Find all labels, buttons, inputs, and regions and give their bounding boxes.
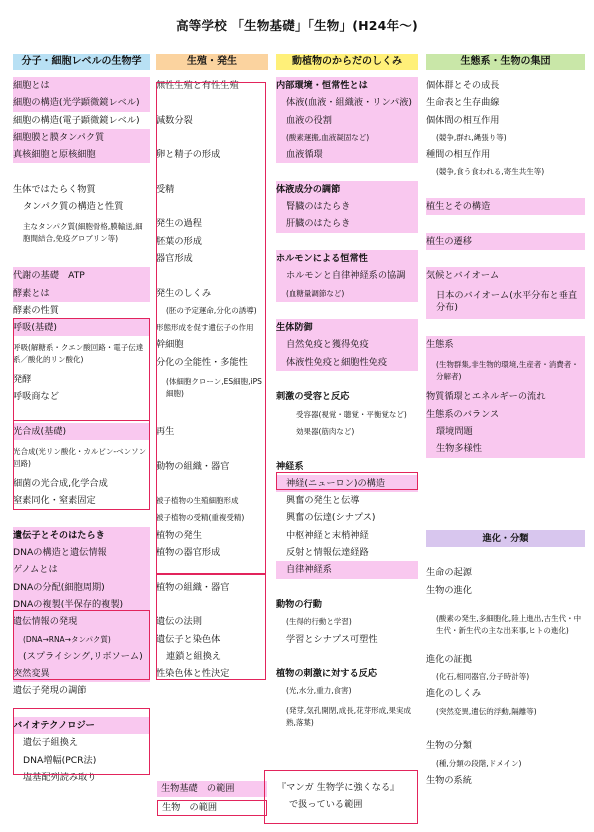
topic-item: 興奮の伝達(シナプス) [286,512,376,524]
topic-item: 個体間の相互作用 [426,114,500,126]
topic-item: 自然免疫と獲得免疫 [276,336,418,353]
legend-advanced-label: 生物 の範囲 [162,802,218,813]
topic-item: (生得的行動と学習) [286,617,352,627]
topic-item: 生体防御 [276,319,418,336]
topic-item: 再生 [156,425,175,437]
topic-item: 植物の発生 [156,529,202,541]
topic-item: 体液成分の調節 [276,181,418,198]
topic-item [13,250,150,267]
legend-basic-label: 生物基礎 の範囲 [161,783,235,794]
topic-item [276,163,418,180]
topic-item: ホルモンによる恒常性 [276,250,418,267]
topic-item: 細胞とは [13,77,150,94]
topic-item: (競争,食う食われる,寄生共生等) [436,167,545,177]
topic-item: 植物の器官形成 [156,547,221,559]
topic-item: (光,水分,重力,食害) [286,686,352,696]
section-header-evolution: 進化・分類 [426,530,585,547]
topic-item: 突然変異 [13,665,150,682]
topic-item: 光合成(基礎) [13,423,150,440]
range-box-biology-biotech [13,708,150,775]
topic-item: 主なタンパク質(細胞骨格,膜輸送,細胞間結合,免疫グロブリン等) [23,221,143,243]
topic-item [13,509,150,526]
topic-item: 植生の遷移 [426,233,585,250]
range-box-biology-photosynthesis [13,420,150,510]
topic-item: 細胞の構造(光学顕微鏡レベル) [13,94,150,111]
topic-item: 体液(血液・組織液・リンパ液) [276,94,418,111]
topic-item: 腎臓のはたらき [276,198,418,215]
topic-item: 効果器(筋肉など) [296,426,355,436]
topic-item: (種,分類の段階,ドメイン) [436,758,522,768]
topic-item: 生命表と生存曲線 [426,97,500,109]
topic-item: 生物の系統 [426,774,472,786]
topic-item: 器官形成 [156,252,193,264]
topic-item [276,579,418,596]
topic-item: (競争,群れ,縄張り等) [436,132,507,142]
topic-item: 酵素の性質 [13,304,59,316]
topic-item: 被子植物の受精(重複受精) [156,513,245,523]
topic-item: 環境問題 [426,423,585,440]
topic-item: 酵素とは [13,285,150,302]
topic-item: 動物の組織・器官 [156,460,230,472]
topic-item: 胚葉の形成 [156,235,202,247]
topic-item: 呼吸(解糖系・クエン酸回路・電子伝達系／酸化的リン酸化) [13,342,144,364]
topic-item: 個体群とその成長 [426,80,500,91]
topic-item: (スプライシング,リボソーム) [13,648,150,665]
topic-item: (酸素運搬,血液凝固など) [276,129,418,146]
topic-item: タンパク質の構造と性質 [23,201,124,213]
topic-item: 細胞膜と膜タンパク質 [13,129,150,146]
topic-item: 発生の過程 [156,218,202,230]
topic-item: 呼吸商など [13,391,59,403]
topic-item [426,509,585,526]
topic-item: 生物の進化 [426,584,472,596]
topic-item: 遺伝子発現の調節 [13,685,87,697]
topic-item: 血液の役割 [276,112,418,129]
topic-item: 生物の分類 [426,740,472,752]
topic-item [276,233,418,250]
topic-item: 遺伝の法則 [156,616,202,628]
topic-item [426,319,585,336]
topic-item: 真核細胞と原核細胞 [13,146,150,163]
column-header: 動植物のからだのしくみ [276,54,418,70]
range-box-biology-plant-tissue [156,574,266,680]
column-header: 分子・細胞レベルの生物学 [13,54,150,70]
topic-item [276,302,418,319]
topic-item: 発生のしくみ [156,287,212,299]
column-header: 生殖・発生 [156,54,268,70]
topic-item [426,492,585,509]
topic-item: 種間の相互作用 [426,149,491,161]
topic-item: DNA増幅(PCR法) [23,754,97,766]
topic-item: 被子植物の生殖細胞形成 [156,496,239,506]
topic-item: 分化の全能性・多能性 [156,356,248,368]
topic-item: (酸素の発生,多細胞化,陸上進出,古生代・中生代・新生代の主な出来事,ヒトの進化) [436,613,582,635]
range-box-biology-development [156,82,266,574]
topic-item: 動物の行動 [276,598,322,610]
topic-item: 窒素同化・窒素固定 [13,495,96,507]
topic-item: (生物群集,非生物的環境,生産者・消費者・分解者) [426,354,585,389]
topic-item: 神経系 [276,460,304,472]
topic-item: 植物の組織・器官 [156,581,230,593]
topic-item: 発酵 [13,374,32,386]
topic-item: (発芽,気孔開閉,成長,花芽形成,果実成熟,落葉) [286,705,411,727]
topic-item: (突然変異,遺伝的浮動,隔離等) [436,706,537,716]
topic-item: DNAの分配(細胞周期) [13,579,150,596]
topic-item: 光合成(光リン酸化・カルビン-ベンソン回路) [13,446,147,468]
topic-item: 神経(ニューロン)の構造 [276,475,418,492]
range-box-biology-cell [13,318,150,421]
topic-item [276,440,418,457]
topic-item: (化石,相同器官,分子時計等) [436,672,530,682]
range-box-biology-gene-expression [13,610,150,680]
topic-item: 物質循環とエネルギーの流れ [426,388,585,405]
topic-item: 植物の刺激に対する反応 [276,668,378,680]
topic-item: 減数分裂 [156,114,193,126]
topic-item [426,250,585,267]
topic-item: 興奮の発生と伝導 [286,495,360,507]
topic-item: ホルモンと自律神経系の協調 [276,267,418,284]
topic-item [426,458,585,475]
topic-item: 遺伝情報の発現 [13,613,150,630]
topic-item: 肝臓のはたらき [276,215,418,232]
topic-item: 反射と情報伝達経路 [286,547,369,559]
topic-item: 遺伝子組換え [23,737,79,749]
topic-item: 性染色体と性決定 [156,668,230,680]
topic-item: 受容器(視覚・聴覚・平衡覚など) [296,409,407,419]
topic-item: 植生とその構造 [426,198,585,215]
topic-item: 進化のしくみ [426,688,482,700]
topic-item: 細胞の構造(電子顕微鏡レベル) [13,114,140,126]
column-body-systems [276,54,418,734]
topic-item: 連鎖と組換え [166,650,222,662]
topic-item: (血糖量調節など) [276,285,418,302]
topic-item: (胚の予定運命,分化の誘導) [166,305,257,315]
topic-item: 代謝の基礎 ATP [13,267,150,284]
topic-item [13,163,150,180]
topic-item: バイオテクノロジー [13,717,150,734]
topic-item [276,371,418,388]
topic-item [426,547,585,564]
legend-manga-line1: 『マンガ 生物学に強くなる』 [277,782,400,793]
topic-item: 体液性免疫と細胞性免疫 [276,354,418,371]
legend-manga [264,770,418,824]
topic-item: 気候とバイオーム [426,267,585,284]
topic-item [426,475,585,492]
topic-item: 生物多様性 [426,440,585,457]
topic-item [276,648,418,665]
topic-item: 受精 [156,183,175,195]
column-ecology [426,54,585,789]
topic-item: 自律神経系 [276,561,418,578]
topic-item [426,181,585,198]
legend-manga-line2: で扱っている範囲 [289,799,363,810]
topic-item: 進化の証拠 [426,653,472,665]
topic-item: 生体ではたらく物質 [13,183,96,195]
topic-item: 幹細胞 [156,339,184,351]
topic-item [426,215,585,232]
topic-item: 遺伝子と染色体 [156,633,221,645]
column-header: 生態系・生物の集団 [426,54,585,70]
topic-item: 刺激の受容と反応 [276,391,350,403]
topic-item: 形態形成を促す遺伝子の作用 [156,323,254,333]
topic-item: DNAの複製(半保存的複製) [13,596,150,613]
topic-item: 遺伝子とそのはたらき [13,527,150,544]
topic-item: 学習とシナプス可塑性 [286,633,378,645]
topic-item: 塩基配列読み取り [23,771,97,783]
topic-item: (DNA→RNA→タンパク質) [13,631,150,648]
topic-item: (体細胞クローン,ES細胞,iPS細胞) [166,377,262,399]
legend-advanced [157,800,267,816]
legend-basic [157,781,267,797]
topic-item: ゲノムとは [13,561,150,578]
topic-item: 日本のバイオーム(水平分布と垂直分布) [426,285,585,320]
topic-item: 血液循環 [276,146,418,163]
topic-item: 中枢神経と末梢神経 [286,529,369,541]
topic-item: 無性生殖と有性生殖 [156,80,239,91]
topic-item [426,720,585,737]
topic-item: 生態系 [426,336,585,353]
topic-item: 生命の起源 [426,567,472,579]
topic-item: 内部環境・恒常性とは [276,77,418,94]
topic-item: 生態系のバランス [426,406,585,423]
range-box-biology-neuron [276,472,418,490]
page-title: 高等学校 「生物基礎」「生物」(H24年～) [176,18,418,33]
topic-item: 卵と精子の形成 [156,149,221,161]
topic-item: DNAの構造と遺伝情報 [13,544,150,561]
topic-item: 呼吸(基礎) [13,319,150,336]
topic-item: 細菌の光合成,化学合成 [13,477,108,489]
